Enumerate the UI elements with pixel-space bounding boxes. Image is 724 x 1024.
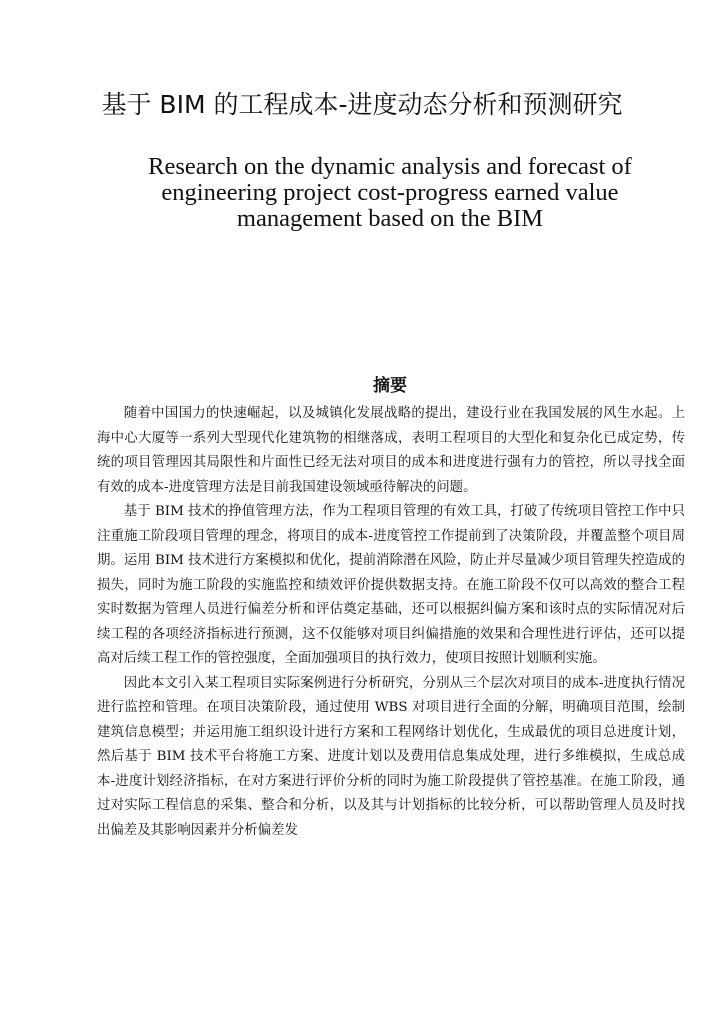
abstract-paragraph-3: 因此本文引入某工程项目实际案例进行分析研究，分别从三个层次对项目的成本-进度执行情况进行监控和管理。在项目决策阶段，通过使用 WBS 对项目进行全面的分解，明确项目范围，绘制建筑信息模型；并运用施工组织设计进行方案和工程网络计划优化，生成最优的项目总进度计划，然后基于 BIM 技术平台将施工方案、进度计划以及费用信息集成处理，进行多维模拟，生成总成本-进度计划经济指标，在对方案进行评价分析的同时为施工阶段提供了管控基准。在施工阶段，通过对实际工程信息的采集、整合和分析，以及其与计划指标的比较分析，可以帮助管理人员及时找出偏差及其影响因素并分析偏差发	[97, 675, 685, 838]
abstract-body	[97, 402, 685, 843]
abstract-paragraph-2: 基于 BIM 技术的挣值管理方法，作为工程项目管理的有效工具，打破了传统项目管控工作中只注重施工阶段项目管理的理念，将项目的成本-进度管控工作提前到了决策阶段，并覆盖整个项目周期。运用 BIM 技术进行方案模拟和优化，提前消除潜在风险，防止并尽量减少项目管理失控造成的损失，同时为施工阶段的实施监控和绩效评价提供数据支持。在施工阶段不仅可以高效的整合工程实时数据为管理人员进行偏差分析和评估奠定基础，还可以根据纠偏方案和该时点的实际情况对后续工程的各项经济指标进行预测，这不仅能够对项目纠偏措施的效果和合理性进行评估，还可以提高对后续工程工作的管控强度，全面加强项目的执行效力，使项目按照计划顺利实施。	[97, 504, 685, 666]
abstract-paragraph-1: 随着中国国力的快速崛起，以及城镇化发展战略的提出，建设行业在我国发展的风生水起。上海中心大厦等一系列大型现代化建筑物的相继落成，表明工程项目的大型化和复杂化已成定势，传统的项目管理因其局限性和片面性已经无法对项目的成本和进度进行强有力的管控，所以寻找全面有效的成本-进度管理方法是目前我国建设领域亟待解决的问题。	[97, 406, 685, 495]
english-title: Research on the dynamic analysis and forecast of engineering project cost-progress earned value management based on the BIM	[148, 153, 632, 232]
chinese-title: 基于 BIM 的工程成本-进度动态分析和预测研究	[101, 90, 623, 119]
abstract-heading: 摘要	[373, 376, 407, 396]
